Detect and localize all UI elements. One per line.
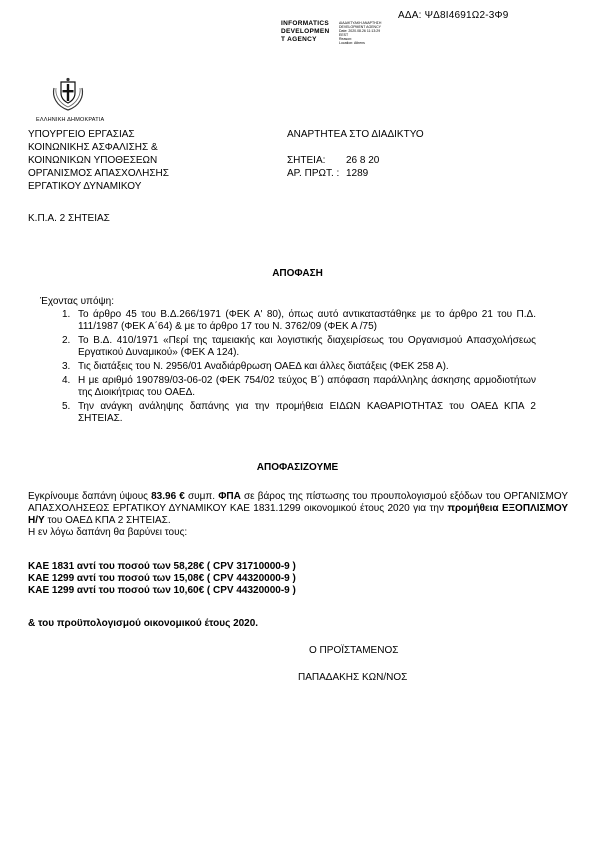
list-item [62, 361, 536, 373]
ada-code: ΑΔΑ: ΨΔ8Ι4691Ω2-3Φ9 [398, 10, 509, 21]
amount-value: 83.96 € [151, 491, 185, 502]
resolution-title: ΑΠΟΦΑΣΙΖΟΥΜΕ [256, 462, 339, 473]
item-text: Το Β.Δ. 410/1971 «Περί της ταμειακής και λογιστικής διαχειρίσεως του Οργανισμού Απασχολήσεως Εργατικού Δυναμικού» (ΦΕΚ Α 124). [78, 335, 536, 358]
cost-line: ΚΑΕ 1831 αντί του ποσού των 58,28€ ( CPV 31710000-9 ) [28, 561, 296, 572]
item-number: 4. [62, 375, 71, 386]
item-number: 3. [62, 361, 71, 372]
ministry-line: ΚΟΙΝΩΝΙΚΗΣ ΑΣΦΑΛΙΣΗΣ & [28, 142, 158, 153]
considering-intro: Έχοντας υπόψη: [40, 296, 114, 307]
place-label: ΣΗΤΕΙΑ: [287, 155, 326, 166]
decision-title: ΑΠΟΦΑΣΗ [272, 268, 323, 279]
approval-text: συμπ. [184, 491, 219, 502]
item-number: 2. [62, 335, 71, 346]
list-item [62, 375, 536, 399]
greek-emblem-icon [50, 76, 86, 112]
approval-text: σε βάρος της πίστωσης του προυπολογισμού εξόδων του ΟΡΓΑΝΙΣΜΟΥ ΑΠΑΣΧΟΛΗΣΕΩΣ ΕΡΓΑΤΙΚΟΥ ΔΥΝΑΜΙΚΟΥ ΚΑΕ 1831.1299 οικονομικού έτους 2020 για την [28, 491, 569, 514]
stamp-line: T AGENCY [281, 36, 317, 43]
office-label: Κ.Π.Α. 2 ΣΗΤΕΙΑΣ [28, 213, 110, 224]
ministry-line: ΥΠΟΥΡΓΕΙΟ ΕΡΓΑΣΙΑΣ [28, 129, 135, 140]
item-number: 5. [62, 401, 71, 412]
stamp-line: INFORMATICS [281, 20, 329, 27]
stamp-small-line: Location: Athens [339, 41, 365, 45]
item-text: Η με αριθμό 190789/03-06-02 (ΦΕΚ 754/02 τεύχος Β΄) απόφαση παράλληλης άσκησης αρμοδιοτήτων της Διοικήτριας του ΟΑΕΔ. [78, 375, 536, 398]
stamp-small-line: Reason: [339, 37, 353, 41]
stamp-small-line: ΔΙΑΔΙΚΤΥΑΚΗ ΑΝΑΡΤΗΣΗ [339, 21, 382, 25]
list-item [62, 401, 536, 425]
document-meta [287, 128, 424, 180]
stamp-small-line: EEST [339, 33, 349, 37]
item-text: Την ανάγκη ανάληψης δαπάνης για την προμήθεια ΕΙΔΩΝ ΚΑΘΑΡΙΟΤΗΤΑΣ του ΟΑΕΔ ΚΠΑ 2 ΣΗΤΕΙΑΣ. [78, 401, 536, 424]
list-item [62, 335, 536, 359]
place-date-row [287, 154, 424, 167]
cost-lines [28, 561, 296, 597]
purchase-label: προμήθεια ΕΞΟΠΛΙΣΜΟΥ Η/Υ [28, 503, 569, 526]
list-item [62, 309, 536, 333]
item-text: Το άρθρο 45 του Β.Δ.266/1971 (ΦΕΚ Α' 80), όπως αυτό αντικαταστάθηκε με το άρθρο 21 του Π.Δ. 111/1987 (ΦΕΚ Α΄64) & με το άρθρο 17 του Ν. 3762/09 (ΦΕΚ Α /75) [78, 309, 536, 332]
item-text: Τις διατάξεις του Ν. 2956/01 Αναδιάρθρωση ΟΑΕΔ και άλλες διατάξεις (ΦΕΚ 258 Α). [78, 361, 449, 372]
approval-paragraph [28, 491, 568, 527]
cost-line: ΚΑΕ 1299 αντί του ποσού των 15,08€ ( CPV 44320000-9 ) [28, 573, 296, 584]
ministry-line: ΟΡΓΑΝΙΣΜΟΣ ΑΠΑΣΧΟΛΗΣΗΣ [28, 168, 169, 179]
budget-line: & του προϋπολογισμού οικονομικού έτους 2020. [28, 618, 259, 629]
post-notice: ΑΝΑΡΤΗΤΕΑ ΣΤΟ ΔΙΑΔΙΚΤΥΟ [287, 129, 424, 140]
charge-intro: Η εν λόγω δαπάνη θα βαρύνει τους: [28, 527, 188, 538]
protocol-number: 1289 [346, 168, 369, 179]
item-number: 1. [62, 309, 71, 320]
digital-signature-stamp [281, 20, 391, 50]
cost-line: ΚΑΕ 1299 αντί του ποσού των 10,60€ ( CPV 44320000-9 ) [28, 585, 296, 596]
stamp-small-line: DEVELOPMENT AGENCY [339, 25, 381, 29]
protocol-row [287, 167, 424, 180]
ministry-line: ΚΟΙΝΩΝΙΚΩΝ ΥΠΟΘΕΣΕΩΝ [28, 155, 158, 166]
signatory-title: Ο ΠΡΟΪΣΤΑΜΕΝΟΣ [309, 645, 399, 656]
considerations-list [62, 309, 536, 427]
signatory-name: ΠΑΠΑΔΑΚΗΣ ΚΩΝ/ΝΟΣ [298, 672, 408, 683]
ministry-line: ΕΡΓΑΤΙΚΟΥ ΔΥΝΑΜΙΚΟΥ [28, 181, 142, 192]
stamp-small-line: Date: 2020.08.26 11:13:29 [339, 29, 381, 33]
protocol-label: ΑΡ. ΠΡΩΤ. : [287, 168, 340, 179]
approval-text: του ΟΑΕΔ ΚΠΑ 2 ΣΗΤΕΙΑΣ. [44, 515, 171, 526]
resolution-body [28, 491, 568, 539]
stamp-line: DEVELOPMEN [281, 28, 330, 35]
document-date: 26 8 20 [346, 155, 380, 166]
vat-label: ΦΠΑ [218, 491, 241, 502]
approval-text: Εγκρίνουμε δαπάνη ύψους [28, 491, 152, 502]
ministry-block [28, 128, 169, 193]
republic-label: ΕΛΛΗΝΙΚΗ ΔΗΜΟΚΡΑΤΙΑ [36, 117, 105, 123]
